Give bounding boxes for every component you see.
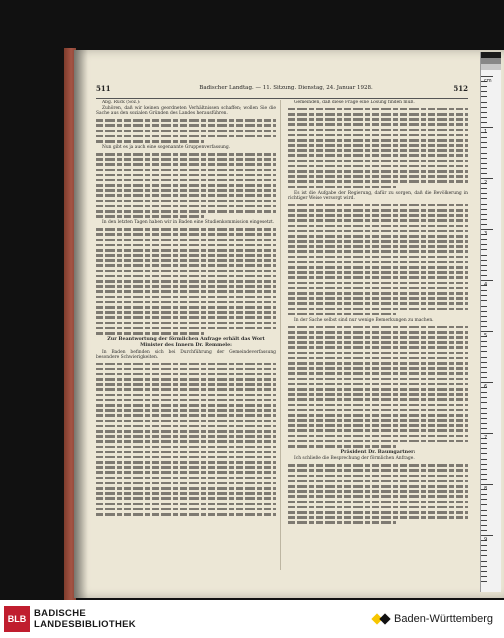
ruler-tick: [481, 576, 487, 577]
ruler-tick: [481, 204, 487, 205]
ruler-tick: [481, 362, 487, 363]
ruler-tick: [481, 295, 487, 296]
ruler-tick: [481, 357, 487, 358]
ruler-tick: [481, 224, 487, 225]
ruler-tick: [481, 443, 487, 444]
section-heading: Präsident Dr. Baumgartner:: [340, 449, 416, 456]
ruler-tick: [481, 229, 493, 230]
ruler-tick: [481, 127, 493, 128]
ruler-tick: [481, 408, 487, 409]
paragraph: Ich schließe die Besprechung der förmlichen Anfrage.: [294, 456, 415, 462]
ruler-tick: [481, 270, 487, 271]
ruler-tick: [481, 561, 487, 562]
paragraph: Es ist die Aufgabe der Regierung, dafür zu sorgen, daß die Bevölkerung in richtiger Weise versorgt wird.: [288, 190, 468, 201]
ruler-tick: [481, 520, 487, 521]
ruler-tick: [481, 168, 487, 169]
ruler-tick: [481, 397, 487, 398]
ruler-tick: [481, 448, 487, 449]
color-band-light: [481, 64, 501, 70]
ruler-tick: [481, 188, 487, 189]
ruler-tick: [481, 326, 487, 327]
paragraph: Gemeinden, daß diese Frage eine Lösung finden muß.: [294, 100, 415, 105]
ruler-tick: [481, 423, 487, 424]
ruler-label: cm: [484, 78, 492, 84]
ruler-tick: [481, 367, 487, 368]
ruler-tick: [481, 102, 487, 103]
right-text-column: [288, 100, 468, 574]
ruler-tick: [481, 530, 487, 531]
ruler-tick: [481, 96, 487, 97]
ruler-tick: [481, 469, 487, 470]
library-name-line2: LANDESBIBLIOTHEK: [34, 619, 136, 630]
paragraph: In Baden befinden sich bei Durchführung der Gemeindeverfassung besondere Schwierigkeiten.: [96, 349, 276, 360]
ruler-label: 5: [484, 333, 488, 339]
ruler-tick: [481, 484, 493, 485]
running-head: Badischer Landtag. — 11. Sitzung. Dienstag, 24. Januar 1928.: [199, 85, 373, 91]
ruler-tick: [481, 479, 487, 480]
ruler-tick: [481, 459, 487, 460]
ruler-tick: [481, 280, 493, 281]
ruler-tick: [481, 117, 487, 118]
ruler-tick: [481, 494, 487, 495]
ruler-tick: [481, 300, 487, 301]
library-name-line1: BADISCHE: [34, 608, 87, 619]
ruler-tick: [481, 382, 493, 383]
ruler-tick: [481, 474, 487, 475]
ruler-tick: [481, 122, 487, 123]
right-page-number: 512: [453, 84, 468, 93]
section-heading: Zur Beantwortung der förmlichen Anfrage erhält das Wort: [107, 336, 265, 343]
ruler-tick: [481, 107, 487, 108]
ruler-tick: [481, 351, 487, 352]
bw-logo: [372, 610, 493, 628]
ruler-tick: [481, 306, 487, 307]
section-subheading: Minister des Innern Dr. Remmele:: [140, 342, 232, 349]
ruler-tick: [481, 550, 487, 551]
ruler-tick: [481, 433, 493, 434]
ruler-label: 8: [484, 486, 488, 492]
ruler-tick: [481, 193, 487, 194]
ruler-tick: [481, 566, 487, 567]
ruler-tick: [481, 86, 487, 87]
ruler-tick: [481, 173, 487, 174]
ruler-tick: [481, 91, 487, 92]
ruler-tick: [481, 249, 487, 250]
ruler-tick: [481, 464, 487, 465]
ruler-tick: [481, 198, 487, 199]
ruler-label: 9: [484, 537, 488, 543]
page-header: [96, 84, 468, 99]
ruler-tick: [481, 510, 487, 511]
ruler-tick: [481, 255, 487, 256]
column-divider: [280, 100, 281, 570]
ruler-tick: [481, 515, 487, 516]
ruler-tick: [481, 402, 487, 403]
ruler-tick: [481, 142, 487, 143]
paragraph: In den letzten Tagen haben wir in Baden eine Studienkommission eingesetzt.: [102, 220, 275, 226]
blb-logo-icon: BLB: [4, 606, 30, 632]
ruler-tick: [481, 311, 487, 312]
ruler-tick: [481, 158, 487, 159]
ruler-tick: [481, 275, 487, 276]
ruler-tick: [481, 244, 487, 245]
ruler-label: 2: [484, 180, 488, 186]
ruler-tick: [481, 499, 487, 500]
ruler-tick: [481, 372, 487, 373]
ruler-tick: [481, 392, 487, 393]
ruler-tick: [481, 219, 487, 220]
ruler-tick: [481, 581, 487, 582]
ruler-tick: [481, 535, 493, 536]
ruler-tick: [481, 525, 487, 526]
speaker-line: Abg. Rück (Soz.):: [102, 100, 141, 105]
ruler-tick: [481, 341, 487, 342]
ruler-tick: [481, 260, 487, 261]
ruler-tick: [481, 331, 493, 332]
ruler-tick: [481, 555, 487, 556]
left-page-number: 511: [96, 84, 111, 93]
ruler-tick: [481, 153, 487, 154]
ruler-tick: [481, 346, 487, 347]
gutter-shadow: [74, 50, 88, 598]
ruler-label: 4: [484, 282, 488, 288]
ruler-tick: [481, 214, 487, 215]
ruler-tick: [481, 209, 487, 210]
ruler-label: 3: [484, 231, 488, 237]
bw-emblem-icon: [372, 610, 390, 628]
ruler-label: 7: [484, 435, 488, 441]
ruler-tick: [481, 545, 487, 546]
paragraph: Nun gibt es ja auch eine sogenannte Gruppenverfassung.: [102, 145, 231, 151]
bw-name: Baden-Württemberg: [394, 613, 494, 625]
footer-bar: [0, 600, 504, 638]
ruler-tick: [481, 428, 487, 429]
ruler-tick: [481, 163, 487, 164]
left-text-column: [96, 100, 276, 574]
ruler-tick: [481, 76, 493, 77]
ruler-tick: [481, 112, 487, 113]
ruler-tick: [481, 147, 487, 148]
ruler-tick: [481, 571, 487, 572]
ruler-tick: [481, 290, 487, 291]
ruler-tick: [481, 316, 487, 317]
paragraph: Zuhören, daß wir keinen geordneten Verhältnissen schaffen; wollen Sie die Sache aus den sozialen Gründen des Landes herausführen.: [96, 106, 276, 117]
ruler-tick: [481, 239, 487, 240]
ruler-tick: [481, 418, 487, 419]
ruler-tick: [481, 265, 487, 266]
ruler-tick: [481, 504, 487, 505]
ruler-tick: [481, 377, 487, 378]
ruler-tick: [481, 413, 487, 414]
ruler-tick: [481, 321, 487, 322]
ruler-label: 6: [484, 384, 488, 390]
paragraph: In der Sache selbst sind nur wenige Bemerkungen zu machen.: [294, 317, 434, 323]
measurement-ruler: [480, 52, 501, 592]
ruler-tick: [481, 453, 487, 454]
ruler-tick: [481, 178, 493, 179]
ruler-label: 1: [484, 129, 488, 135]
ruler-tick: [481, 137, 487, 138]
library-name: [34, 608, 136, 630]
